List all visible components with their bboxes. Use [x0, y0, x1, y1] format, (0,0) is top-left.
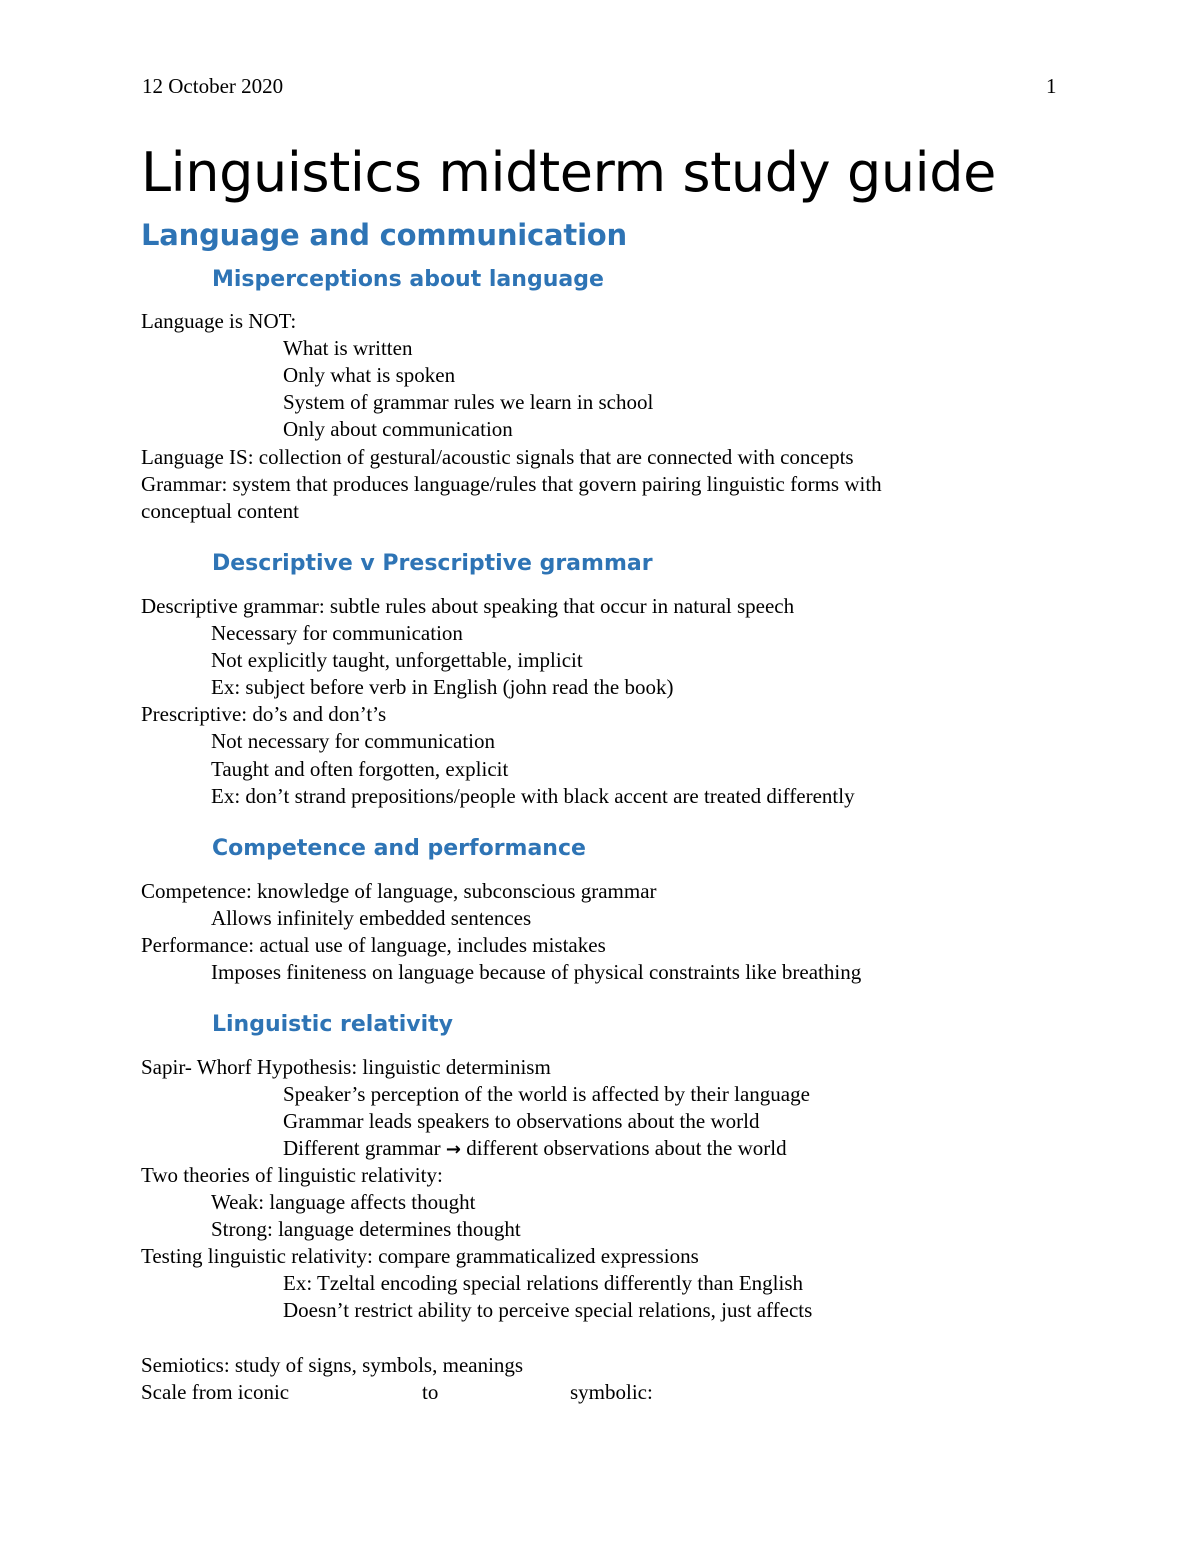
list-item: Weak: language affects thought [211, 1190, 476, 1214]
language-is-line: Language IS: collection of gestural/acoustic signals that are connected with concepts [141, 445, 854, 469]
list-item: Imposes finiteness on language because of physical constraints like breathing [211, 960, 862, 984]
scale-to: to [422, 1380, 439, 1404]
subheading-misperceptions: Misperceptions about language [212, 267, 604, 292]
scale-label: Scale from iconic [141, 1380, 290, 1404]
sapir-whorf-intro: Sapir- Whorf Hypothesis: linguistic determinism [141, 1055, 551, 1079]
subheading-linguistic-relativity: Linguistic relativity [212, 1012, 453, 1037]
subheading-descriptive-prescriptive: Descriptive v Prescriptive grammar [212, 551, 653, 576]
performance-intro: Performance: actual use of language, includes mistakes [141, 933, 606, 957]
list-item: Ex: don’t strand prepositions/people with black accent are treated differently [211, 784, 855, 808]
list-item: What is written [283, 336, 413, 360]
grammar-line-continued: conceptual content [141, 499, 300, 523]
arrow-line-before: Different grammar [283, 1136, 441, 1160]
list-item: Only what is spoken [283, 363, 456, 387]
scale-end: symbolic: [570, 1380, 653, 1404]
list-item: Necessary for communication [211, 621, 463, 645]
list-item: Ex: subject before verb in English (john read the book) [211, 675, 674, 699]
list-item: Allows infinitely embedded sentences [211, 906, 532, 930]
subheading-competence-performance: Competence and performance [212, 836, 586, 861]
list-item: Grammar leads speakers to observations about the world [283, 1109, 760, 1133]
prescriptive-intro: Prescriptive: do’s and don’t’s [141, 702, 387, 726]
list-item [283, 1135, 787, 1163]
language-not-intro: Language is NOT: [141, 309, 297, 333]
grammar-line: Grammar: system that produces language/rules that govern pairing linguistic forms with [141, 472, 882, 496]
list-item: Doesn’t restrict ability to perceive special relations, just affects [283, 1298, 813, 1322]
header-date: 12 October 2020 [142, 74, 284, 98]
document-title: Linguistics midterm study guide [141, 141, 996, 204]
competence-intro: Competence: knowledge of language, subconscious grammar [141, 879, 657, 903]
list-item: Not explicitly taught, unforgettable, implicit [211, 648, 583, 672]
testing-intro: Testing linguistic relativity: compare grammaticalized expressions [141, 1244, 699, 1268]
descriptive-intro: Descriptive grammar: subtle rules about speaking that occur in natural speech [141, 594, 795, 618]
list-item: Ex: Tzeltal encoding special relations differently than English [283, 1271, 803, 1295]
semiotics-line: Semiotics: study of signs, symbols, meanings [141, 1353, 524, 1377]
list-item: Not necessary for communication [211, 729, 495, 753]
list-item: System of grammar rules we learn in school [283, 390, 654, 414]
right-arrow-icon: → [445, 1139, 461, 1160]
theories-intro: Two theories of linguistic relativity: [141, 1163, 443, 1187]
list-item: Taught and often forgotten, explicit [211, 757, 509, 781]
arrow-line-after: different observations about the world [466, 1136, 787, 1160]
page-number: 1 [1046, 74, 1057, 98]
list-item: Speaker’s perception of the world is affected by their language [283, 1082, 810, 1106]
section-heading: Language and communication [141, 218, 627, 252]
list-item: Strong: language determines thought [211, 1217, 521, 1241]
list-item: Only about communication [283, 417, 513, 441]
